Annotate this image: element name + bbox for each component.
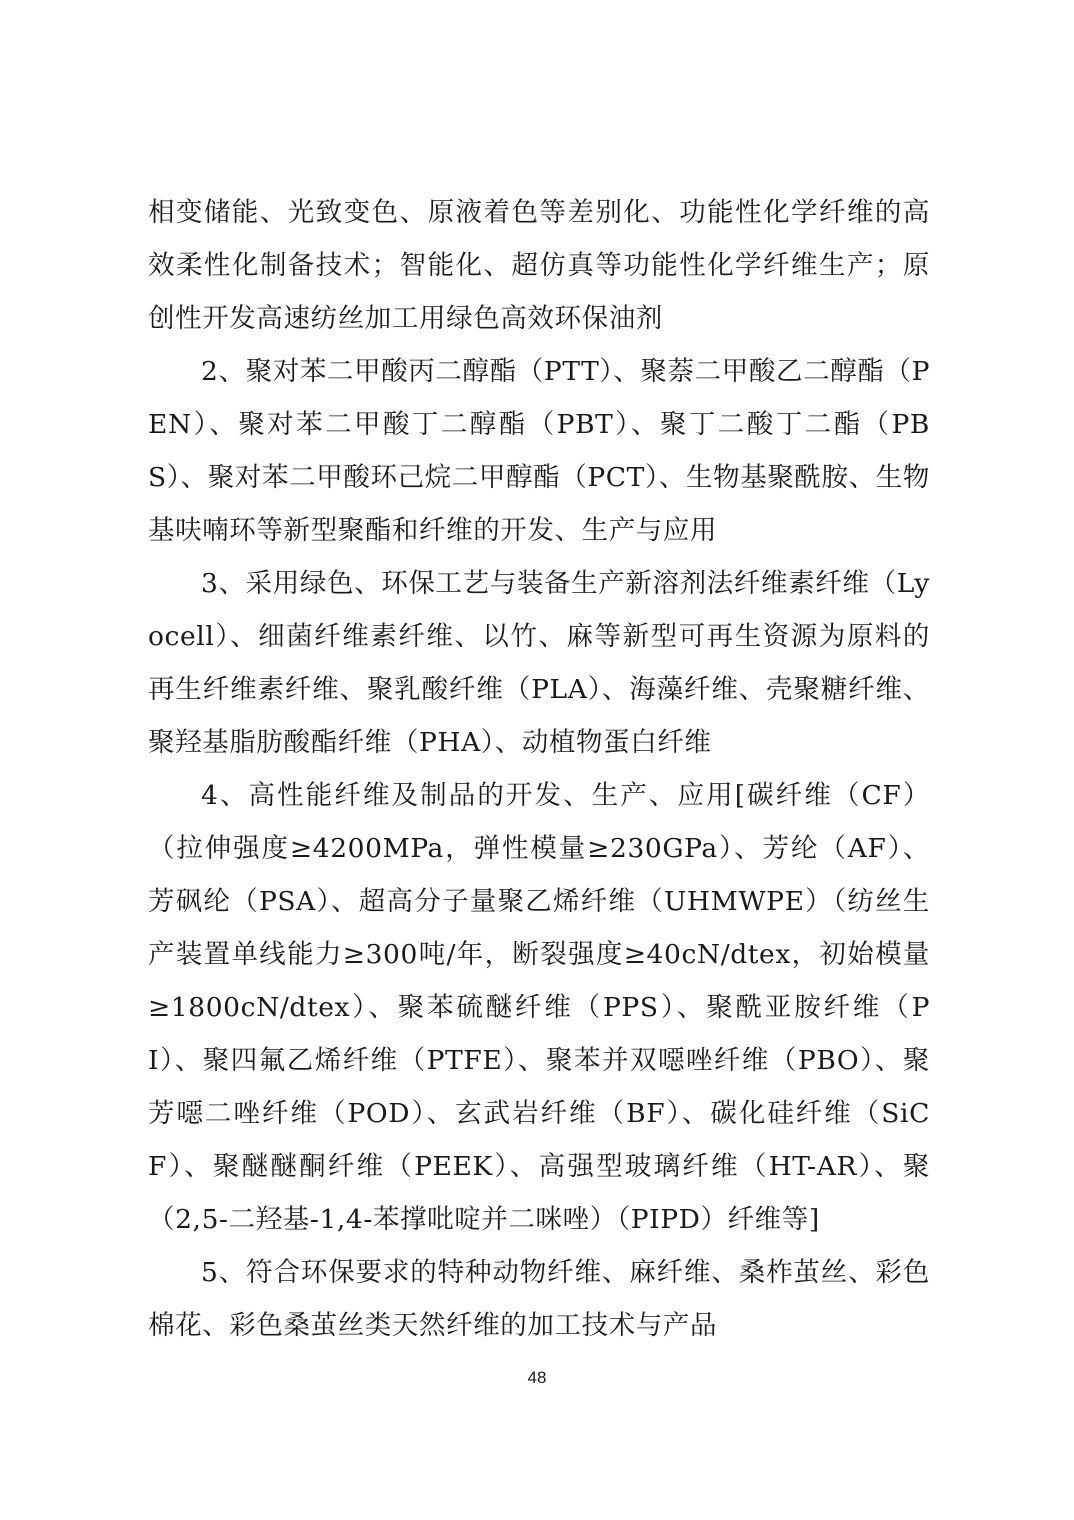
paragraph-item-3: 3、采用绿色、环保工艺与装备生产新溶剂法纤维素纤维（Lyocell）、细菌纤维素纤维、以竹、麻等新型可再生资源为原料的再生纤维素纤维、聚乳酸纤维（PLA）、海藻纤维、壳聚糖纤维、聚羟基脂肪酸酯纤维（PHA）、动植物蛋白纤维: [148, 568, 930, 758]
paragraph-item-4: 4、高性能纤维及制品的开发、生产、应用[碳纤维（CF）（拉伸强度≥4200MPa，弹性模量≥230GPa）、芳纶（AF）、芳砜纶（PSA）、超高分子量聚乙烯纤维（UHMWPE）（纺丝生产装置单线能力≥300吨/年，断裂强度≥40cN/dtex，初始模量≥1800cN/dtex）、聚苯硫醚纤维（PPS）、聚酰亚胺纤维（PI）、聚四氟乙烯纤维（PTFE）、聚苯并双噁唑纤维（PBO）、聚芳噁二唑纤维（POD）、玄武岩纤维（BF）、碳化硅纤维（SiCF）、聚醚醚酮纤维（PEEK）、高强型玻璃纤维（HT-AR）、聚（2,5-二羟基-1,4-苯撑吡啶并二咪唑）（PIPD）纤维等]: [148, 780, 930, 1235]
paragraph-continuation: 相变储能、光致变色、原液着色等差别化、功能性化学纤维的高效柔性化制备技术；智能化、超仿真等功能性化学纤维生产；原创性开发高速纺丝加工用绿色高效环保油剂: [148, 197, 930, 334]
page-number: 48: [527, 1368, 547, 1387]
document-body: [148, 186, 930, 1352]
paragraph-item-2: 2、聚对苯二甲酸丙二醇酯（PTT）、聚萘二甲酸乙二醇酯（PEN）、聚对苯二甲酸丁二醇酯（PBT）、聚丁二酸丁二酯（PBS）、聚对苯二甲酸环己烷二甲醇酯（PCT）、生物基聚酰胺、生物基呋喃环等新型聚酯和纤维的开发、生产与应用: [148, 356, 930, 546]
paragraph-item-5: 5、符合环保要求的特种动物纤维、麻纤维、桑柞茧丝、彩色棉花、彩色桑茧丝类天然纤维的加工技术与产品: [148, 1257, 930, 1341]
